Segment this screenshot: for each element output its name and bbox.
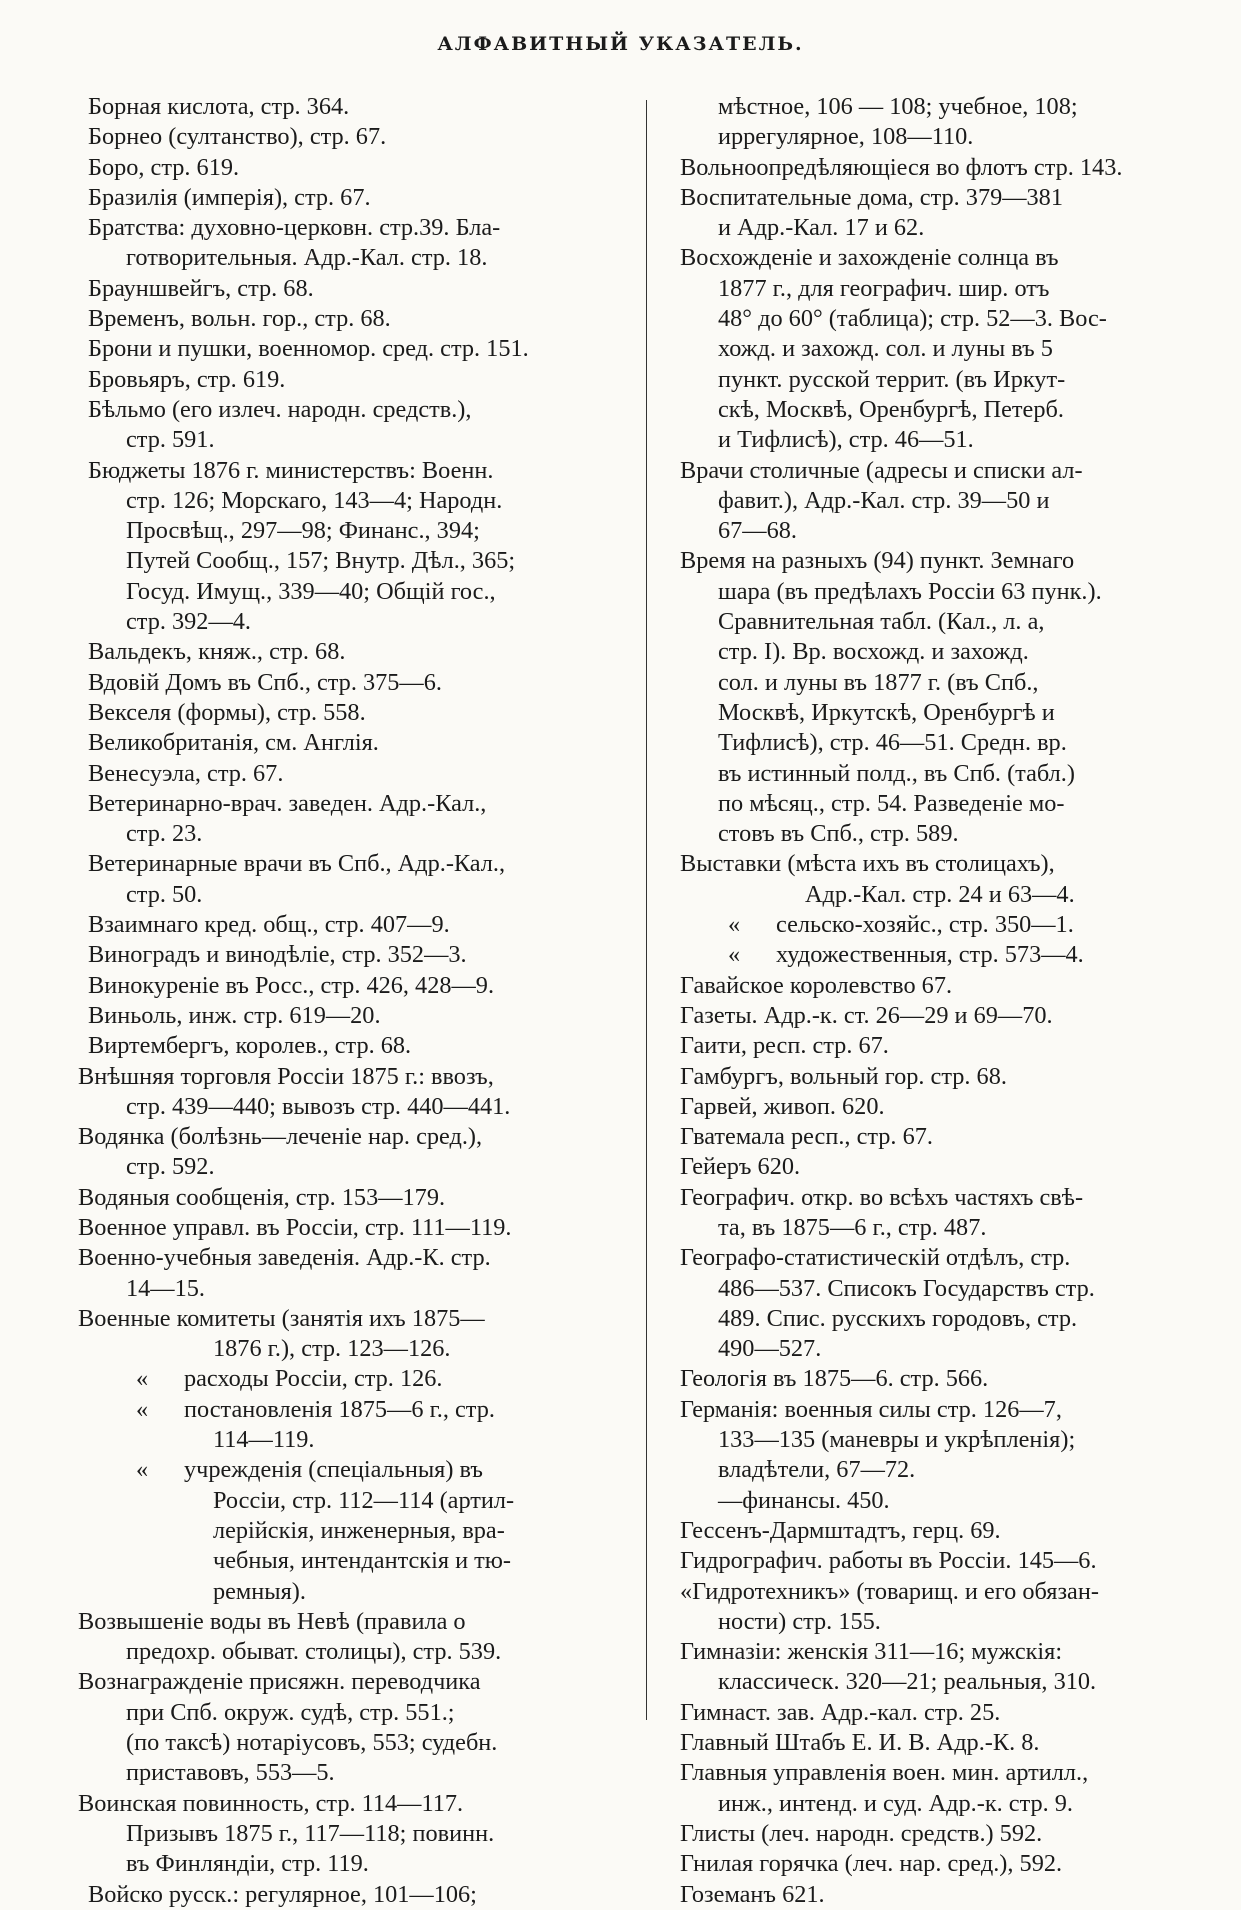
index-entry: Военное управл. въ Россіи, стр. 111—119.: [78, 1213, 512, 1241]
index-entry-continuation: Тифлисѣ), стр. 46—51. Средн. вр.: [718, 729, 1067, 757]
index-entry-continuation: владѣтели, 67—72.: [718, 1456, 916, 1484]
index-entry-continuation: готворительныя. Адр.-Кал. стр. 18.: [126, 244, 488, 272]
index-entry-continuation: Адр.-Кал. стр. 24 и 63—4.: [805, 880, 1075, 908]
index-entry: Гнилая горячка (леч. нар. сред.), 592.: [680, 1850, 1063, 1878]
index-entry-continuation: чебныя, интендантскія и тю-: [213, 1547, 512, 1575]
index-entry-continuation: Госуд. Имущ., 339—40; Общій гос.,: [126, 577, 496, 605]
index-entry: Венесуэла, стр. 67.: [88, 759, 284, 787]
index-entry: Братства: духовно-церковн. стр.39. Бла-: [88, 214, 501, 242]
index-subentry: « сельско-хозяйс., стр. 350—1.: [680, 910, 1200, 940]
index-column-left: [78, 92, 608, 1910]
index-entry-continuation: въ Финляндіи, стр. 119.: [126, 1850, 369, 1878]
column-divider: [646, 100, 647, 1720]
index-entry-continuation: стр. I). Вр. восхожд. и захожд.: [718, 638, 1029, 666]
index-entry-continuation: иррегулярное, 108—110.: [718, 123, 974, 151]
index-entry-continuation: предохр. обыват. столицы), стр. 539.: [126, 1638, 502, 1666]
index-entry-continuation: Призывъ 1875 г., 117—118; повинн.: [126, 1819, 495, 1847]
ditto-mark: «: [136, 1456, 149, 1484]
index-entry-continuation: хожд. и захожд. сол. и луны въ 5: [718, 335, 1053, 363]
index-subentry: « учрежденія (спеціальныя) въ: [88, 1455, 608, 1485]
ditto-mark: «: [136, 1365, 149, 1393]
index-entry-continuation: и Адр.-Кал. 17 и 62.: [718, 214, 925, 242]
index-entry: Бровьяръ, стр. 619.: [88, 365, 286, 393]
index-subentry: « расходы Россіи, стр. 126.: [88, 1364, 608, 1394]
index-entry: Газеты. Адр.-к. ст. 26—29 и 69—70.: [680, 1001, 1053, 1029]
index-subentry: « художественныя, стр. 573—4.: [680, 940, 1200, 970]
index-entry-continuation: (по таксѣ) нотаріусовъ, 553; судебн.: [126, 1729, 498, 1757]
index-entry: Водянка (болѣзнь—леченіе нар. сред.),: [78, 1123, 483, 1151]
index-entry-continuation: Путей Сообщ., 157; Внутр. Дѣл., 365;: [126, 547, 516, 575]
index-entry: Вдовій Домъ въ Спб., стр. 375—6.: [88, 668, 442, 696]
index-column-right: [680, 92, 1200, 1910]
index-subentry: « постановленія 1875—6 г., стр.: [88, 1395, 608, 1425]
index-entry-continuation: Просвѣщ., 297—98; Финанс., 394;: [126, 517, 480, 545]
index-entry: Гаити, респ. стр. 67.: [680, 1032, 889, 1060]
ditto-mark: «: [728, 911, 741, 939]
index-entry: Гейеръ 620.: [680, 1153, 801, 1181]
index-entry: Вознагражденіе присяжн. переводчика: [78, 1668, 481, 1696]
index-entry: Глисты (леч. народн. средств.) 592.: [680, 1819, 1043, 1847]
index-entry: Возвышеніе воды въ Невѣ (правила о: [78, 1607, 466, 1635]
index-entry-continuation: та, въ 1875—6 г., стр. 487.: [718, 1213, 987, 1241]
index-entry: Германія: военныя силы стр. 126—7,: [680, 1395, 1062, 1423]
index-entry-continuation: приставовъ, 553—5.: [126, 1759, 335, 1787]
index-entry-continuation: Сравнительная табл. (Кал., л. а,: [718, 608, 1045, 636]
index-entry: Вольноопредѣляющіеся во флотъ стр. 143.: [680, 153, 1123, 181]
index-entry-continuation: стовъ въ Спб., стр. 589.: [718, 820, 959, 848]
index-entry-continuation: и Тифлисѣ), стр. 46—51.: [718, 426, 974, 454]
index-entry-continuation: пункт. русской террит. (въ Иркут-: [718, 365, 1066, 393]
index-entry: Взаимнаго кред. общ., стр. 407—9.: [88, 911, 450, 939]
index-entry-continuation: 133—135 (маневры и укрѣпленія);: [718, 1426, 1076, 1454]
index-entry: Виньоль, инж. стр. 619—20.: [88, 1001, 381, 1029]
index-entry: Войско русск.: регулярное, 101—106;: [88, 1880, 477, 1908]
index-entry-continuation: инж., интенд. и суд. Адр.-к. стр. 9.: [718, 1789, 1073, 1817]
index-entry-continuation: ремныя).: [213, 1577, 306, 1605]
index-entry: Гоземанъ 621.: [680, 1880, 825, 1908]
index-entry-continuation: сол. и луны въ 1877 г. (въ Спб.,: [718, 668, 1039, 696]
index-entry: Внѣшняя торговля Россіи 1875 г.: ввозъ,: [78, 1062, 494, 1090]
index-entry: Ветеринарно-врач. заведен. Адр.-Кал.,: [88, 789, 487, 817]
index-entry: Военные комитеты (занятія ихъ 1875—: [78, 1304, 485, 1332]
index-entry-continuation: стр. 126; Морскаго, 143—4; Народн.: [126, 486, 503, 514]
index-entry-continuation: мѣстное, 106 — 108; учебное, 108;: [718, 93, 1078, 120]
index-entry: Борнео (султанство), стр. 67.: [88, 123, 387, 151]
index-entry: Винокуреніе въ Росс., стр. 426, 428—9.: [88, 971, 495, 999]
index-entry: Виртембергъ, королев., стр. 68.: [88, 1032, 412, 1060]
index-entry: Вальдекъ, княж., стр. 68.: [88, 638, 346, 666]
index-entry: Главныя управленія воен. мин. артилл.,: [680, 1759, 1089, 1787]
index-entry: Гватемала респ., стр. 67.: [680, 1123, 933, 1151]
index-entry: Гимназіи: женскія 311—16; мужскія:: [680, 1638, 1063, 1666]
index-entry: Брауншвейгъ, стр. 68.: [88, 274, 314, 302]
index-entry-continuation: въ истинный полд., въ Спб. (табл.): [718, 759, 1075, 787]
index-entry: Географич. откр. во всѣхъ частяхъ свѣ-: [680, 1183, 1084, 1211]
index-entry: Время на разныхъ (94) пункт. Земнаго: [680, 547, 1075, 575]
index-entry-continuation: стр. 50.: [126, 880, 203, 908]
index-entry-continuation: Россіи, стр. 112—114 (артил-: [213, 1486, 515, 1514]
index-entry: Бюджеты 1876 г. министерствъ: Военн.: [88, 456, 494, 484]
index-entry: Бѣльмо (его излеч. народн. средств.),: [88, 395, 472, 423]
index-entry-continuation: 48° до 60° (таблица); стр. 52—3. Вос-: [718, 305, 1107, 333]
index-entry-continuation: стр. 591.: [126, 426, 215, 454]
index-entry-continuation: шара (въ предѣлахъ Россіи 63 пунк.).: [718, 577, 1102, 605]
index-entry: Воинская повинность, стр. 114—117.: [78, 1789, 464, 1817]
index-entry-continuation: стр. 392—4.: [126, 608, 251, 636]
index-entry-continuation: Москвѣ, Иркутскѣ, Оренбургѣ и: [718, 698, 1055, 726]
index-entry: Ветеринарные врачи въ Спб., Адр.-Кал.,: [88, 850, 506, 878]
index-entry: Гарвей, живоп. 620.: [680, 1092, 885, 1120]
index-entry: Военно-учебныя заведенія. Адр.-К. стр.: [78, 1244, 491, 1272]
index-entry-continuation: лерійскія, инженерныя, вра-: [213, 1516, 505, 1544]
index-entry-continuation: —финансы. 450.: [718, 1486, 890, 1514]
index-entry-continuation: 14—15.: [126, 1274, 205, 1302]
index-entry: Гессенъ-Дармштадтъ, герц. 69.: [680, 1516, 1001, 1544]
index-entry: Гамбургъ, вольный гор. стр. 68.: [680, 1062, 1007, 1090]
index-entry-continuation: 114—119.: [213, 1426, 315, 1454]
index-entry: Гимнаст. зав. Адр.-кал. стр. 25.: [680, 1698, 1001, 1726]
index-entry-continuation: 489. Спис. русскихъ городовъ, стр.: [718, 1304, 1078, 1332]
index-entry-continuation: 1877 г., для географич. шир. отъ: [718, 274, 1050, 302]
index-entry: Воспитательные дома, стр. 379—381: [680, 183, 1063, 211]
index-entry: Водяныя сообщенія, стр. 153—179.: [78, 1183, 446, 1211]
index-entry: Временъ, вольн. гор., стр. 68.: [88, 305, 391, 333]
index-entry: Гидрографич. работы въ Россіи. 145—6.: [680, 1547, 1097, 1575]
index-entry: Великобританія, см. Англія.: [88, 729, 379, 757]
index-entry-continuation: стр. 439—440; вывозъ стр. 440—441.: [126, 1092, 511, 1120]
index-entry: «Гидротехникъ» (товарищ. и его обязан-: [680, 1577, 1099, 1605]
ditto-mark: «: [728, 941, 741, 969]
index-entry-continuation: 486—537. Списокъ Государствъ стр.: [718, 1274, 1095, 1302]
index-entry-continuation: классическ. 320—21; реальныя, 310.: [718, 1668, 1097, 1696]
index-entry-continuation: 1876 г.), стр. 123—126.: [213, 1335, 451, 1363]
index-entry-continuation: 67—68.: [718, 517, 797, 545]
page-title: АЛФАВИТНЫЙ УКАЗАТЕЛЬ.: [437, 33, 804, 55]
index-entry-continuation: 490—527.: [718, 1335, 822, 1363]
ditto-mark: «: [136, 1395, 149, 1423]
index-entry: Врачи столичные (адресы и списки ал-: [680, 456, 1083, 484]
index-entry: Виноградъ и винодѣліе, стр. 352—3.: [88, 941, 467, 969]
index-entry-continuation: при Спб. окруж. судѣ, стр. 551.;: [126, 1698, 455, 1726]
index-entry-continuation: фавит.), Адр.-Кал. стр. 39—50 и: [718, 486, 1050, 514]
index-entry-continuation: стр. 592.: [126, 1153, 215, 1181]
index-entry: Брони и пушки, военномор. сред. стр. 151.: [88, 335, 529, 363]
index-entry: Гавайское королевство 67.: [680, 971, 953, 999]
index-entry: Векселя (формы), стр. 558.: [88, 698, 366, 726]
index-entry-continuation: стр. 23.: [126, 820, 203, 848]
index-entry-continuation: по мѣсяц., стр. 54. Разведеніе мо-: [718, 789, 1065, 817]
index-entry-continuation: скѣ, Москвѣ, Оренбургѣ, Петерб.: [718, 395, 1064, 423]
index-entry: Восхожденіе и захожденіе солнца въ: [680, 244, 1059, 272]
index-entry: Боро, стр. 619.: [88, 153, 240, 181]
index-entry: Геологія въ 1875—6. стр. 566.: [680, 1365, 989, 1393]
index-entry: Бразилія (имперія), стр. 67.: [88, 183, 371, 211]
index-entry: Главный Штабъ Е. И. В. Адр.-К. 8.: [680, 1729, 1040, 1757]
index-entry-continuation: ности) стр. 155.: [718, 1607, 881, 1635]
index-entry: Выставки (мѣста ихъ въ столицахъ),: [680, 850, 1055, 878]
index-entry: Борная кислота, стр. 364.: [88, 93, 350, 120]
index-entry: Географо-статистическій отдѣлъ, стр.: [680, 1244, 1071, 1272]
